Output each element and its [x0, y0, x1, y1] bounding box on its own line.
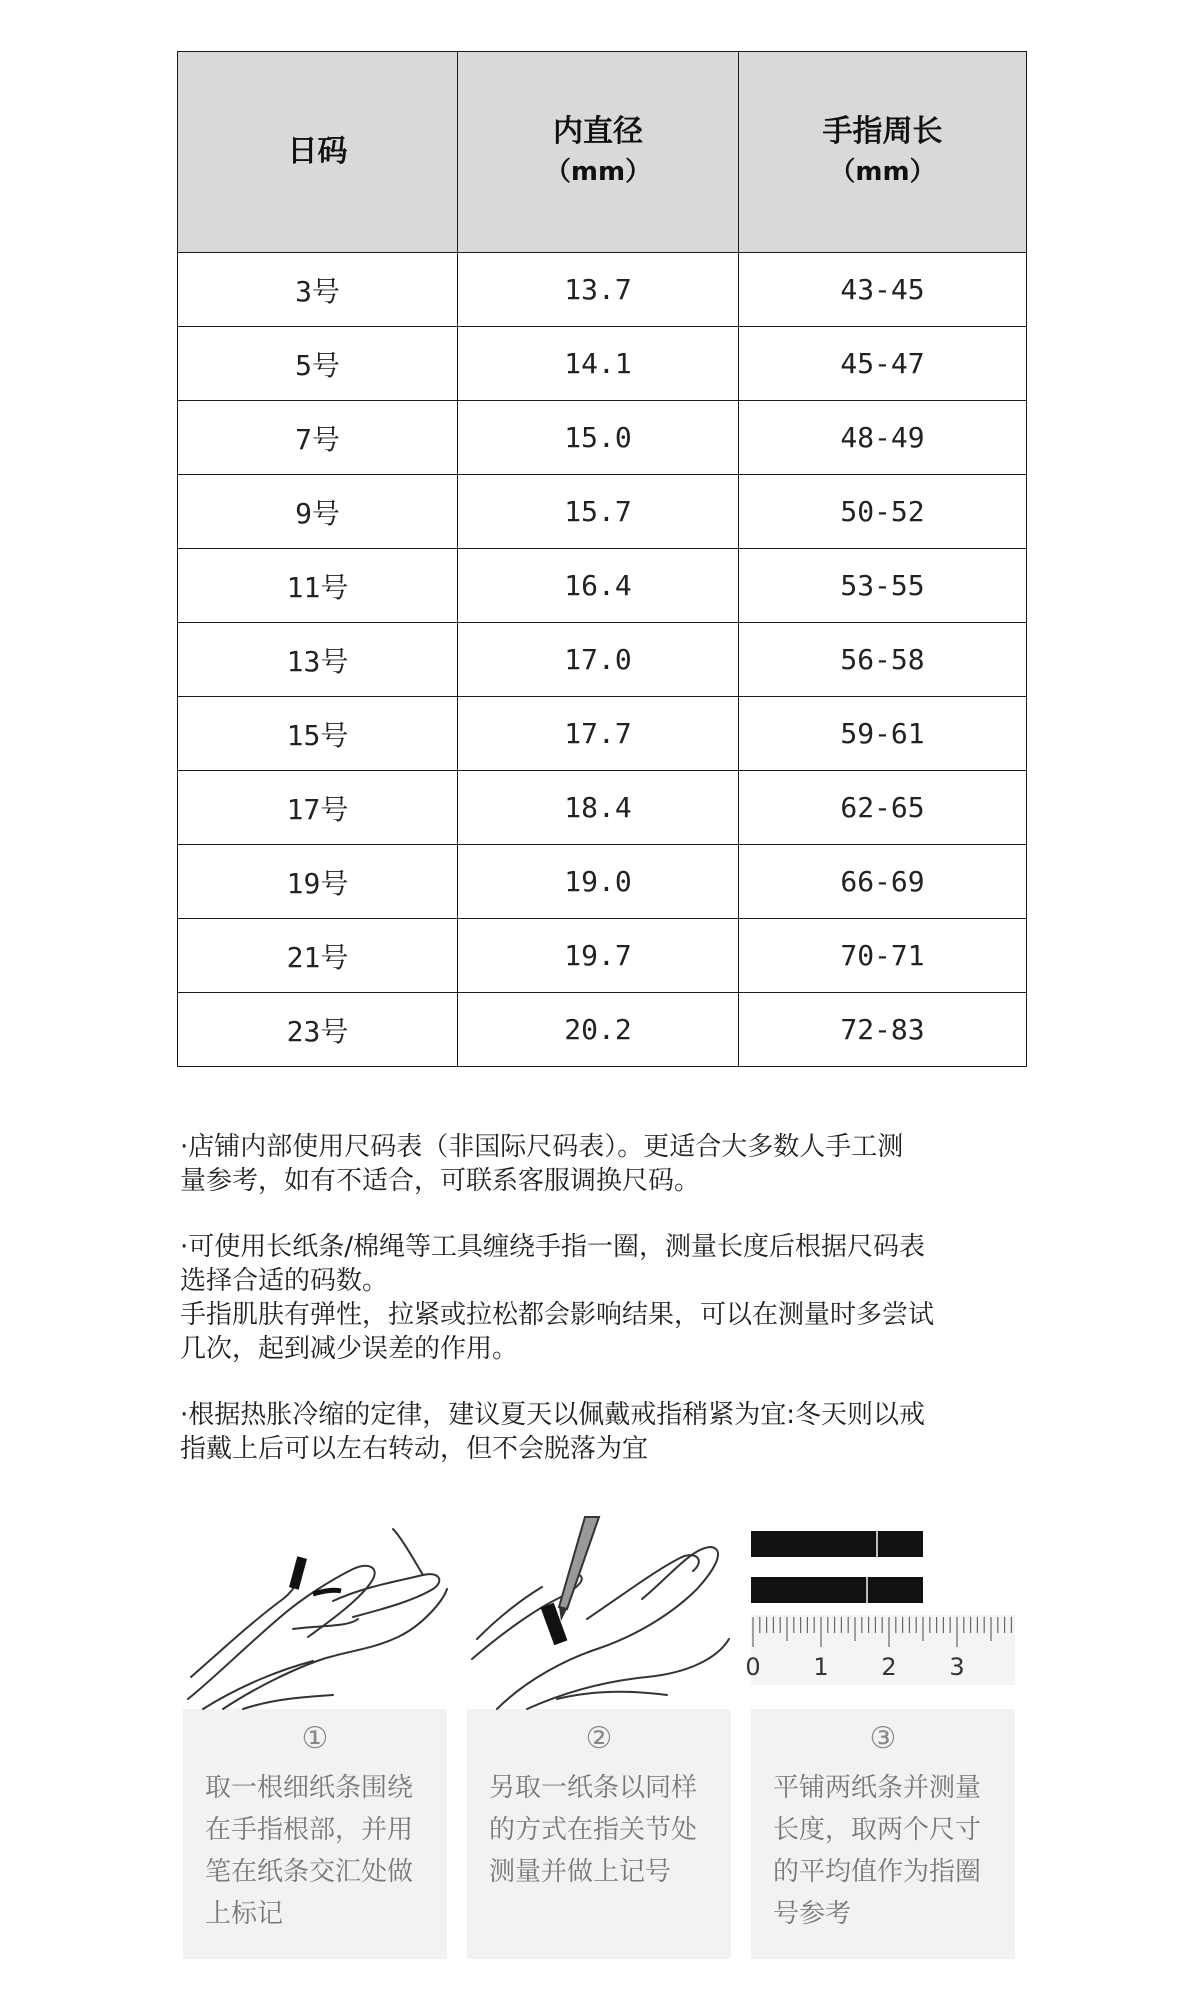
step-line: 取一根细纸条围绕 — [205, 1773, 414, 1803]
hand-paper-wrap-illustration — [183, 1509, 447, 1709]
circumference-cell: 62-65 — [739, 771, 1027, 845]
size-cell: 13号 — [178, 623, 458, 697]
step-line: 的方式在指关节处 — [489, 1815, 698, 1845]
size-cell: 23号 — [178, 993, 458, 1067]
diameter-cell: 13.7 — [458, 253, 739, 327]
table-row — [178, 253, 1027, 327]
header-circumference-unit: （mm） — [829, 157, 936, 187]
diameter-cell: 20.2 — [458, 993, 739, 1067]
size-cell: 11号 — [178, 549, 458, 623]
size-cell: 3号 — [178, 253, 458, 327]
circumference-cell: 59-61 — [739, 697, 1027, 771]
size-cell: 7号 — [178, 401, 458, 475]
table-header-row — [178, 52, 1027, 253]
note-line: 手指肌肤有弹性，拉紧或拉松都会影响结果，可以在测量时多尝试 — [180, 1300, 935, 1330]
header-circumference — [739, 52, 1027, 253]
table-row — [178, 697, 1027, 771]
note-paragraph — [180, 1230, 1040, 1366]
ruler-icon — [745, 1509, 1015, 1709]
step-description — [773, 1767, 997, 1935]
diameter-cell: 19.0 — [458, 845, 739, 919]
note-paragraph — [180, 1398, 1040, 1466]
diameter-cell: 17.0 — [458, 623, 739, 697]
note-line: ·根据热胀冷缩的定律，建议夏天以佩戴戒指稍紧为宜:冬天则以戒 — [180, 1400, 926, 1430]
note-line: 指戴上后可以左右转动，但不会脱落为宜 — [180, 1434, 649, 1464]
ruler-label-3: 3 — [949, 1653, 965, 1681]
note-paragraph — [180, 1130, 1040, 1198]
ruler-label-2: 2 — [881, 1653, 897, 1681]
size-cell: 9号 — [178, 475, 458, 549]
table-row — [178, 993, 1027, 1067]
note-line: 选择合适的码数。 — [180, 1266, 389, 1296]
step-line: 在手指根部，并用 — [205, 1815, 414, 1845]
table-row — [178, 475, 1027, 549]
header-diameter — [458, 52, 739, 253]
circumference-cell: 43-45 — [739, 253, 1027, 327]
circumference-cell: 56-58 — [739, 623, 1027, 697]
step-number: ③ — [869, 1721, 897, 1756]
step-card-2 — [467, 1509, 731, 1959]
table-row — [178, 919, 1027, 993]
diameter-cell: 16.4 — [458, 549, 739, 623]
size-cell: 21号 — [178, 919, 458, 993]
step-line: 笔在纸条交汇处做 — [205, 1857, 414, 1887]
ring-size-table — [177, 51, 1027, 1067]
circumference-cell: 70-71 — [739, 919, 1027, 993]
header-circumference-label: 手指周长 — [822, 114, 943, 149]
step-line: 另取一纸条以同样 — [489, 1773, 698, 1803]
step-card-3 — [745, 1509, 1015, 1959]
table-row — [178, 623, 1027, 697]
measurement-steps — [183, 1509, 1015, 1959]
diameter-cell: 14.1 — [458, 327, 739, 401]
table-row — [178, 401, 1027, 475]
step-line: 的平均值作为指圈 — [773, 1857, 982, 1887]
step-description — [489, 1767, 713, 1893]
table-row — [178, 771, 1027, 845]
step-line: 上标记 — [205, 1899, 284, 1929]
diameter-cell: 17.7 — [458, 697, 739, 771]
circumference-cell: 66-69 — [739, 845, 1027, 919]
circumference-cell: 72-83 — [739, 993, 1027, 1067]
step-card-1 — [183, 1509, 447, 1959]
diameter-cell: 18.4 — [458, 771, 739, 845]
header-size — [178, 52, 458, 253]
circumference-cell: 48-49 — [739, 401, 1027, 475]
step-line: 长度，取两个尺寸 — [773, 1815, 982, 1845]
table-body — [178, 253, 1027, 1067]
header-size-label: 日码 — [287, 134, 348, 169]
header-diameter-unit: （mm） — [544, 157, 652, 187]
table-row — [178, 845, 1027, 919]
pen-icon — [467, 1509, 731, 1709]
note-line: ·可使用长纸条/棉绳等工具缠绕手指一圈，测量长度后根据尺码表 — [180, 1232, 926, 1262]
table-row — [178, 327, 1027, 401]
ruler-strips-illustration — [745, 1509, 1015, 1709]
step-number: ① — [301, 1721, 329, 1756]
note-line: 几次，起到减少误差的作用。 — [180, 1334, 519, 1364]
hand-pen-mark-illustration — [467, 1509, 731, 1709]
diameter-cell: 15.7 — [458, 475, 739, 549]
circumference-cell: 53-55 — [739, 549, 1027, 623]
circumference-cell: 45-47 — [739, 327, 1027, 401]
size-cell: 19号 — [178, 845, 458, 919]
measurement-notes — [180, 1130, 1040, 1498]
step-line: 号参考 — [773, 1899, 852, 1929]
step-number: ② — [585, 1721, 613, 1756]
size-cell: 15号 — [178, 697, 458, 771]
diameter-cell: 19.7 — [458, 919, 739, 993]
ruler-label-0: 0 — [745, 1653, 761, 1681]
ruler-label-1: 1 — [813, 1653, 829, 1681]
note-line: 量参考，如有不适合，可联系客服调换尺码。 — [180, 1166, 701, 1196]
step-description — [205, 1767, 429, 1935]
table-row — [178, 549, 1027, 623]
circumference-cell: 50-52 — [739, 475, 1027, 549]
header-diameter-label: 内直径 — [553, 114, 643, 149]
note-line: ·店铺内部使用尺码表（非国际尺码表）。更适合大多数人手工测 — [180, 1132, 904, 1162]
step-line: 测量并做上记号 — [489, 1857, 672, 1887]
step-line: 平铺两纸条并测量 — [773, 1773, 982, 1803]
size-cell: 17号 — [178, 771, 458, 845]
size-cell: 5号 — [178, 327, 458, 401]
hand-icon — [183, 1509, 447, 1709]
diameter-cell: 15.0 — [458, 401, 739, 475]
